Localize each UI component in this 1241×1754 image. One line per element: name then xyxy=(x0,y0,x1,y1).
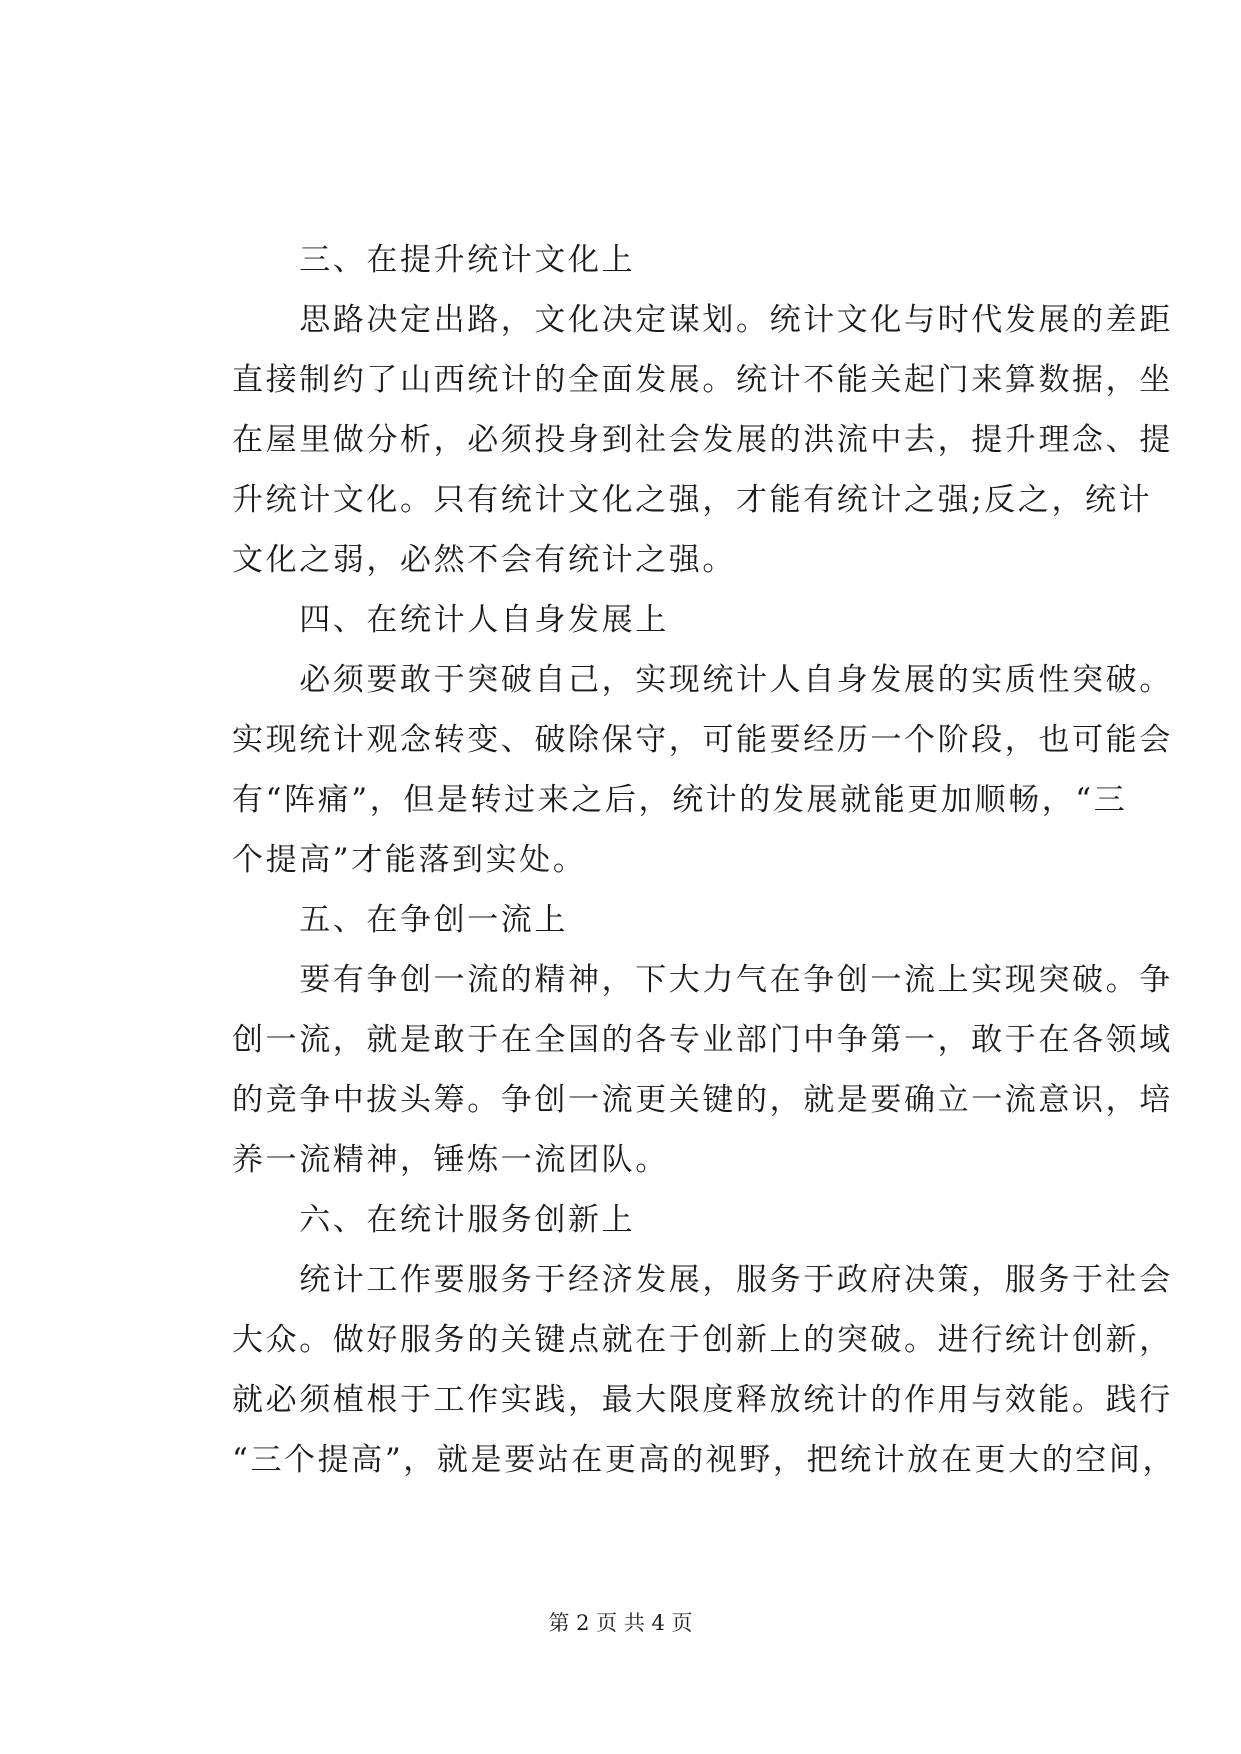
section-heading: 六、在统计服务创新上 xyxy=(232,1202,636,1238)
paragraph-line: 养一流精神，锤炼一流团队。 xyxy=(232,1142,669,1178)
paragraph-line: 必须要敢于突破自己，实现统计人自身发展的实质性突破。 xyxy=(232,662,1173,698)
paragraph-line: 文化之弱，必然不会有统计之强。 xyxy=(232,542,736,578)
paragraph-line: 创一流，就是敢于在全国的各专业部门中争第一，敢于在各领域 xyxy=(232,1022,1173,1058)
document-body xyxy=(232,230,1177,1490)
paragraph-line: 思路决定出路，文化决定谋划。统计文化与时代发展的差距 xyxy=(232,302,1173,338)
paragraph-line: 有“阵痛”，但是转过来之后，统计的发展就能更加顺畅，“三 xyxy=(232,782,1128,818)
paragraph-line: 统计工作要服务于经济发展，服务于政府决策，服务于社会 xyxy=(232,1262,1173,1298)
paragraph-line: 在屋里做分析，必须投身到社会发展的洪流中去，提升理念、提 xyxy=(232,422,1173,458)
paragraph-line: 升统计文化。只有统计文化之强，才能有统计之强;反之，统计 xyxy=(232,482,1153,518)
paragraph-line: 要有争创一流的精神，下大力气在争创一流上实现突破。争 xyxy=(232,962,1173,998)
page-number-footer: 第 2 页 共 4 页 xyxy=(548,1611,693,1635)
paragraph-line: 个提高”才能落到实处。 xyxy=(232,842,587,878)
paragraph-line: 大众。做好服务的关键点就在于创新上的突破。进行统计创新， xyxy=(232,1322,1173,1358)
paragraph-line: “三个提高”，就是要站在更高的视野，把统计放在更大的空间， xyxy=(232,1442,1177,1478)
section-heading: 五、在争创一流上 xyxy=(232,902,568,938)
paragraph-line: 的竞争中拔头筹。争创一流更关键的，就是要确立一流意识，培 xyxy=(232,1082,1173,1118)
section-heading: 三、在提升统计文化上 xyxy=(232,242,636,278)
paragraph-line: 就必须植根于工作实践，最大限度释放统计的作用与效能。践行 xyxy=(232,1382,1173,1418)
section-heading: 四、在统计人自身发展上 xyxy=(232,602,669,638)
paragraph-line: 实现统计观念转变、破除保守，可能要经历一个阶段，也可能会 xyxy=(232,722,1173,758)
paragraph-line: 直接制约了山西统计的全面发展。统计不能关起门来算数据，坐 xyxy=(232,362,1173,398)
